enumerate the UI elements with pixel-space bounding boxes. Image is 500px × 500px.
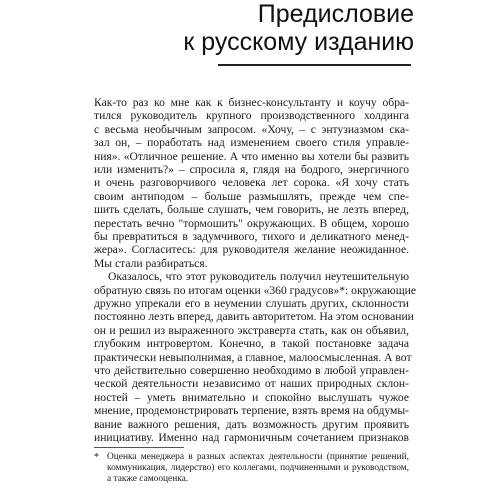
body-line: и очень разговорчивого человека лет сорока. «Я хочу стать — [94, 176, 409, 190]
body-line: тился руководитель крупного производственного холдинга — [94, 109, 409, 123]
body-line: обратную связь по итогам оценки «360 градусов»*: окружающие — [94, 283, 416, 297]
body-line: бы превратиться в задумчивого, тихого и деликатного менед- — [94, 230, 409, 243]
body-line: инициативу. Именно над гармоничным сочетанием признаков — [94, 431, 409, 444]
body-line: ческой деятельности независимо от наших природных склон- — [94, 377, 409, 391]
footnote-line: коммуникация, лидерство) его коллегами, подчиненными и руководством, — [107, 463, 409, 474]
chapter-title-line-1: Предисловие — [257, 0, 414, 28]
footnote-marker: * — [94, 452, 99, 464]
body-line: Оказалось, что этот руководитель получил неутешительную — [108, 270, 409, 284]
body-line: Как-то раз ко мне как к бизнес-консультанту и коучу обра- — [94, 96, 409, 109]
body-line: ностей – уметь внимательно и спокойно выслушать чужое — [94, 390, 409, 404]
body-line: ния». «Отличное решение. А что именно вы хотели бы развить — [94, 149, 409, 163]
body-line: практически невыполнимая, а главное, малоосмысленная. А вот — [94, 350, 412, 364]
body-line: шить сделать, больше слушать, чем говорить, не лезть вперед, — [94, 203, 409, 217]
footnote-separator — [94, 447, 184, 448]
body-line: своим антиподом – больше размышлять, прежде чем спе- — [94, 189, 409, 203]
body-line: или изменить?» – спросила я, глядя на бодрого, энергичного — [94, 163, 409, 176]
body-line: вание важного решения, дать возможность другим проявить — [94, 417, 409, 431]
body-line: он и решил из выраженного экстраверта стать, как он объявил, — [94, 323, 409, 337]
footnote-line: а также самооценка. — [107, 474, 189, 485]
title-underline — [218, 64, 411, 66]
body-line: Мы стали разбираться. — [94, 256, 208, 270]
body-line: жера». Согласитесь: для руководителя желание неожиданное. — [94, 243, 409, 257]
body-line: глубоким интровертом. Конечно, в такой постановке задача — [94, 337, 409, 351]
chapter-title-line-2: к русскому изданию — [183, 28, 414, 56]
body-line: дружно упрекали его в неумении слушать других, склонности — [94, 297, 409, 310]
body-line: зал он, – поработать над изменением своего стиля управле- — [94, 136, 409, 150]
body-line: постоянно лезть вперед, давить авторитетом. На этом основании — [94, 310, 414, 324]
body-line: мнение, продемонстрировать терпение, взять время на обдумы- — [94, 404, 409, 418]
footnote-line: Оценка менеджера в разных аспектах деятельности (принятие решений, — [107, 452, 409, 463]
body-line: перестать вечно "тормошить" окружающих. В общем, хорошо — [94, 216, 409, 230]
body-line: с весьма необычным запросом. «Хочу, – с энтузиазмом ска- — [94, 122, 409, 136]
body-line: что действительно совершенно необходимо в любой управлен- — [94, 364, 409, 377]
